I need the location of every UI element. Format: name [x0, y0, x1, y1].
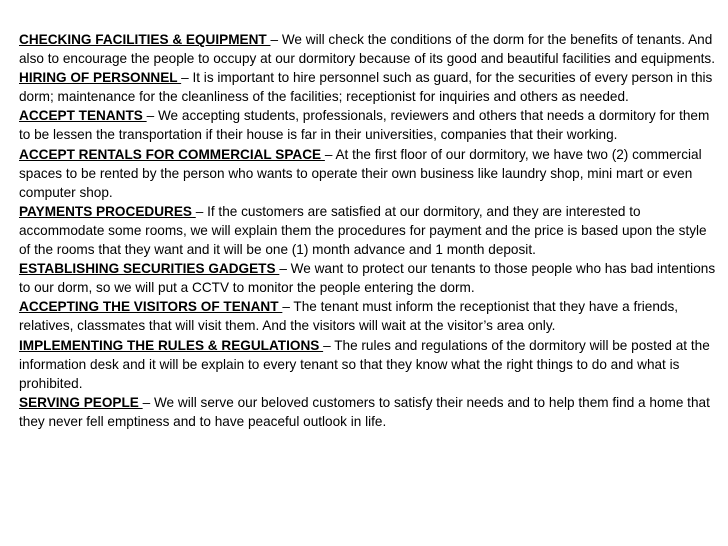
section-accept-tenants	[19, 106, 720, 144]
section-heading: SERVING PEOPLE	[19, 394, 143, 410]
section-serving-people	[19, 393, 720, 431]
section-checking-facilities	[19, 30, 720, 68]
section-heading: ACCEPT RENTALS FOR COMMERCIAL SPACE	[19, 146, 325, 162]
section-heading: ACCEPTING THE VISITORS OF TENANT	[19, 299, 283, 315]
section-hiring-personnel	[19, 68, 720, 106]
section-heading: IMPLEMENTING THE RULES & REGULATIONS	[19, 337, 324, 353]
section-securities-gadgets	[19, 259, 720, 297]
section-rules-regulations	[19, 336, 720, 393]
section-accepting-visitors	[19, 297, 720, 335]
section-text: – We want to protect our tenants to those people who has bad intentions to our dorm, so we will put a CCTV to monitor the people entering the dorm.	[19, 261, 716, 296]
section-heading: CHECKING FACILITIES & EQUIPMENT	[19, 32, 271, 47]
section-heading: HIRING OF PERSONNEL	[19, 70, 182, 86]
section-text: – We will serve our beloved customers to satisfy their needs and to help them find a home that they never fell emptiness and to have peaceful outlook in life.	[19, 394, 710, 429]
section-text: – We accepting students, professionals, reviewers and others that needs a dormitory for them to be lessen the transportation if their house is far in their universities, companies that their working.	[19, 108, 710, 143]
section-text: – If the customers are satisfied at our dormitory, and they are interested to accommodate some rooms, we will explain them the procedures for payment and the price is based upon the style of the rooms that they want and it will be one (1) month advance and 1 month deposit.	[19, 203, 707, 258]
section-text: – The tenant must inform the receptionist that they have a friends, relatives, classmates that will visit them. And the visitors will wait at the visitor’s area only.	[19, 299, 679, 334]
section-text: – The rules and regulations of the dormitory will be posted at the information desk and it will be explain to every tenant so that they know what the right things to do and what is prohibited.	[19, 337, 710, 391]
section-payments-procedures	[19, 202, 720, 259]
section-accept-rentals	[19, 145, 720, 202]
section-text: – We will check the conditions of the dorm for the benefits of tenants. And also to encourage the people to occupy at our dormitory because of its good and beautiful facilities and equipments.	[19, 32, 715, 67]
section-heading: PAYMENTS PROCEDURES	[19, 203, 196, 219]
section-text: – It is important to hire personnel such as guard, for the securities of every person in this dorm; maintenance for the cleanliness of the facilities; receptionist for inquiries and others as needed.	[19, 70, 713, 105]
section-text: – At the first floor of our dormitory, we have two (2) commercial spaces to be rented by the person who wants to operate their own business like laundry shop, mini mart or even computer shop.	[19, 146, 702, 200]
section-heading: ESTABLISHING SECURITIES GADGETS	[19, 261, 280, 277]
section-heading: ACCEPT TENANTS	[19, 108, 147, 124]
